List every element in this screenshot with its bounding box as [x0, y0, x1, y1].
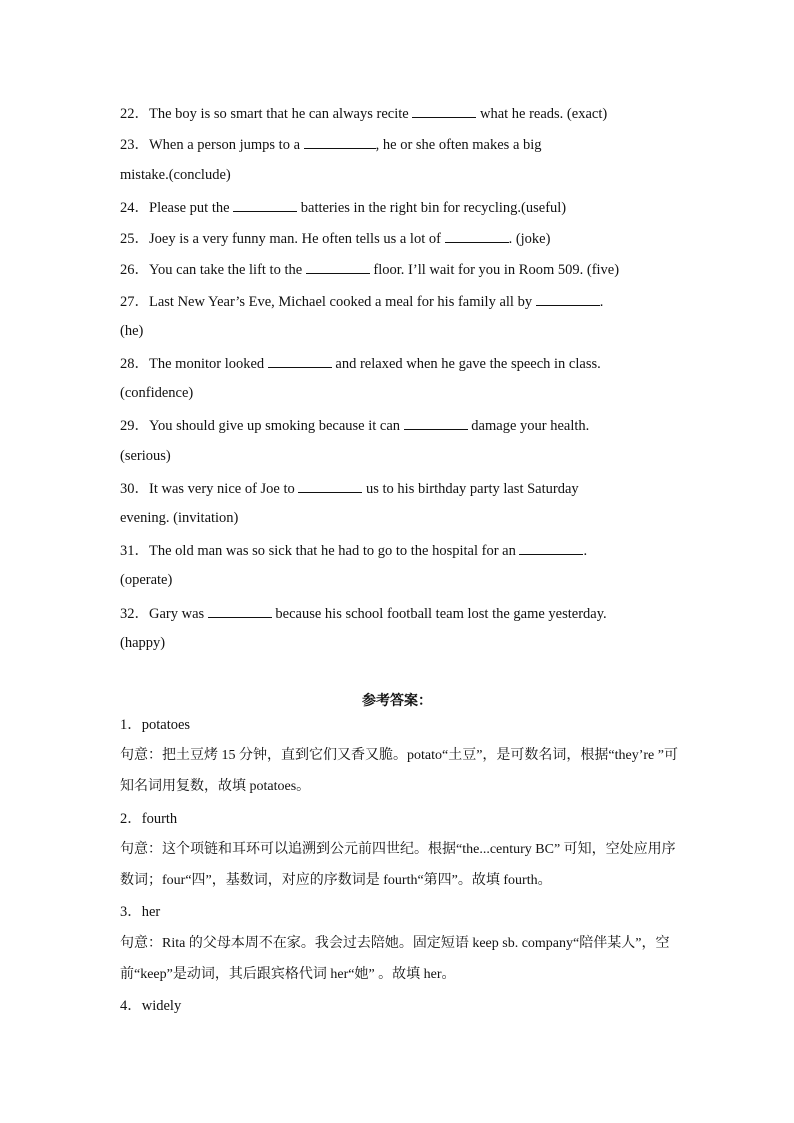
question-text-after: us to his birthday party last Saturday — [362, 481, 579, 497]
question-27 — [120, 291, 603, 311]
question-26 — [120, 259, 619, 279]
answer-2-explanation-line: 句意：这个项链和耳环可以追溯到公元前四世纪。根据“the...century BC” 可知，空处应用序 — [120, 842, 676, 857]
question-text-after: . — [599, 294, 604, 310]
question-text-before: You can take the lift to the — [149, 262, 306, 278]
question-text-before: It was very nice of Joe to — [149, 481, 299, 497]
question-29-continuation: (serious) — [120, 448, 171, 464]
question-text-after: , he or she often makes a big — [375, 137, 542, 153]
question-text-after: batteries in the right bin for recycling.(useful) — [297, 200, 567, 216]
question-text-before: Gary was — [149, 606, 208, 622]
question-25 — [120, 228, 550, 248]
question-text-before: The old man was so sick that he had to go to the hospital for an — [149, 543, 520, 559]
answer-1-explanation-line: 句意：把土豆烤 15 分钟，直到它们又香又脆。potato“土豆”，是可数名词，根据“they’re ”可 — [120, 748, 678, 763]
answer-3-explanation-line: 前“keep”是动词，其后跟宾格代词 her“她” 。故填 her。 — [120, 967, 456, 982]
answer-2-head: 2．fourth — [120, 811, 178, 827]
question-24 — [120, 197, 566, 217]
question-32 — [120, 603, 607, 623]
question-text-after: floor. I’ll wait for you in Room 509. (five) — [369, 262, 620, 278]
question-number: 32． — [120, 606, 149, 622]
question-28 — [120, 353, 601, 373]
question-number: 31． — [120, 543, 149, 559]
question-22 — [120, 103, 607, 123]
answer-4-head: 4．widely — [120, 998, 182, 1014]
question-number: 29． — [120, 418, 149, 434]
answer-blank[interactable] — [536, 291, 600, 306]
question-number: 25． — [120, 231, 149, 247]
question-number: 23． — [120, 137, 149, 153]
question-text-after: what he reads. (exact) — [476, 106, 608, 122]
answer-1-head: 1．potatoes — [120, 717, 191, 733]
answer-1-explanation-line: 知名词用复数，故填 potatoes。 — [120, 779, 311, 794]
answer-3-explanation-line: 句意：Rita 的父母本周不在家。我会过去陪她。固定短语 keep sb. company“陪伴某人”，空 — [120, 936, 670, 951]
question-text-before: The monitor looked — [149, 356, 268, 372]
question-number: 26． — [120, 262, 149, 278]
question-number: 22． — [120, 106, 149, 122]
question-number: 28． — [120, 356, 149, 372]
question-text-after: and relaxed when he gave the speech in class. — [331, 356, 601, 372]
question-text-after: damage your health. — [467, 418, 590, 434]
question-30 — [120, 478, 579, 498]
question-32-continuation: (happy) — [120, 635, 166, 651]
question-30-continuation: evening. (invitation) — [120, 510, 239, 526]
question-number: 30． — [120, 481, 149, 497]
answer-3-head: 3．her — [120, 904, 161, 920]
answer-blank[interactable] — [306, 259, 370, 274]
question-23-continuation: mistake.(conclude) — [120, 167, 231, 183]
answer-blank[interactable] — [268, 353, 332, 368]
answer-blank[interactable] — [404, 415, 468, 430]
question-28-continuation: (confidence) — [120, 385, 194, 401]
question-text-before: Last New Year’s Eve, Michael cooked a meal for his family all by — [149, 294, 536, 310]
answer-blank[interactable] — [445, 228, 509, 243]
question-text-after: . — [583, 543, 588, 559]
question-text-before: You should give up smoking because it can — [149, 418, 404, 434]
question-text-before: Please put the — [149, 200, 234, 216]
question-number: 27． — [120, 294, 149, 310]
question-text-before: The boy is so smart that he can always recite — [149, 106, 413, 122]
answer-blank[interactable] — [304, 134, 376, 149]
question-text-before: When a person jumps to a — [149, 137, 304, 153]
answer-key-title: 参考答案： — [362, 694, 432, 709]
question-29 — [120, 415, 589, 435]
answer-blank[interactable] — [412, 103, 476, 118]
question-27-continuation: (he) — [120, 323, 144, 339]
answer-blank[interactable] — [298, 478, 362, 493]
question-number: 24． — [120, 200, 149, 216]
question-text-before: Joey is a very funny man. He often tells us a lot of — [149, 231, 445, 247]
question-31-continuation: (operate) — [120, 572, 173, 588]
answer-blank[interactable] — [208, 603, 272, 618]
question-text-after: . (joke) — [508, 231, 551, 247]
question-text-after: because his school football team lost the game yesterday. — [271, 606, 607, 622]
answer-2-explanation-line: 数词；four“四”，基数词，对应的序数词是 fourth“第四”。故填 fourth。 — [120, 873, 552, 888]
answer-blank[interactable] — [519, 540, 583, 555]
question-31 — [120, 540, 587, 560]
question-23 — [120, 134, 542, 154]
answer-blank[interactable] — [233, 197, 297, 212]
